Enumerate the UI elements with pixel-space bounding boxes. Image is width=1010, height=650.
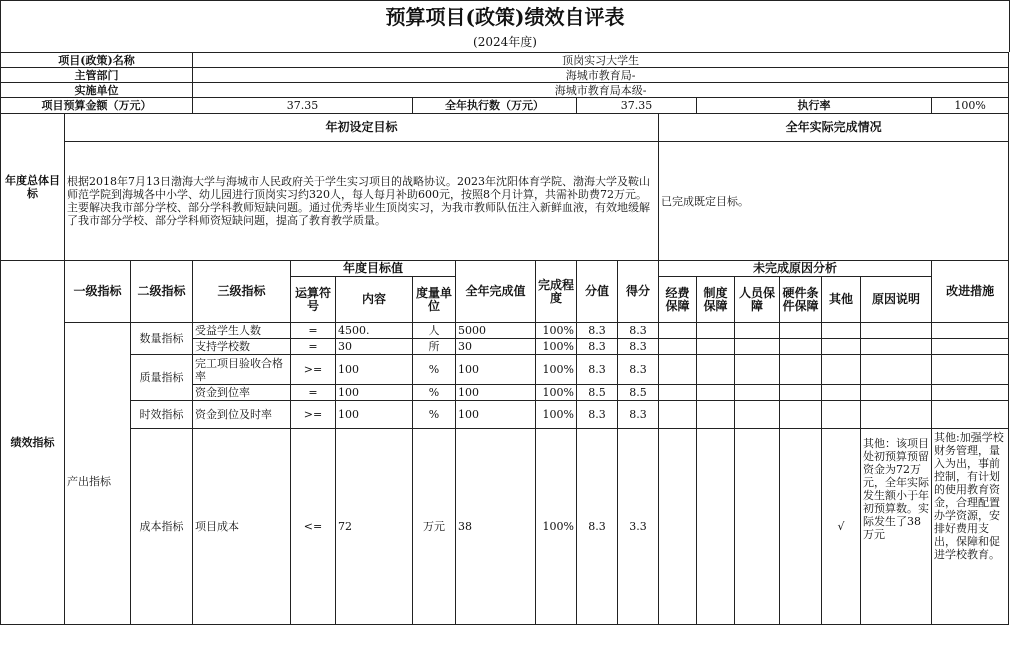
empty-cell xyxy=(861,385,932,401)
group-quality: 质量指标 xyxy=(131,355,193,401)
empty-cell xyxy=(932,401,1009,429)
empty-cell xyxy=(780,355,822,385)
empty-cell xyxy=(780,339,822,355)
indicator-name: 受益学生人数 xyxy=(193,323,291,339)
indicator-name: 完工项目验收合格率 xyxy=(193,355,291,385)
indicator-name: 资金到位率 xyxy=(193,385,291,401)
empty-cell xyxy=(932,385,1009,401)
budget-label: 项目预算金额（万元） xyxy=(1,98,193,114)
col-reason-system: 制度保障 xyxy=(697,277,735,323)
group-quantity: 数量指标 xyxy=(131,323,193,355)
rate-value: 100% xyxy=(932,98,1009,114)
improve-measure-text: 其他:加强学校财务管理，量入为出，事前控制，有计划的使用教育资金，合理配置办学资源，安排好费用支出，保障和促进学校教育。 xyxy=(932,429,1009,625)
indicator-degree: 100% xyxy=(536,355,577,385)
indicator-done: 100 xyxy=(456,401,536,429)
empty-cell xyxy=(932,339,1009,355)
group-cost: 成本指标 xyxy=(131,429,193,625)
empty-cell xyxy=(861,339,932,355)
col-improve: 改进措施 xyxy=(932,261,1009,323)
level1-output: 产出指标 xyxy=(67,475,111,488)
indicator-degree: 100% xyxy=(536,429,577,625)
budget-value: 37.35 xyxy=(193,98,413,114)
empty-cell xyxy=(735,355,780,385)
indicator-unit: 万元 xyxy=(413,429,456,625)
empty-cell xyxy=(861,323,932,339)
level1-output-cell xyxy=(65,323,131,625)
col-level2: 二级指标 xyxy=(131,261,193,323)
report-year: (2024年度) xyxy=(0,32,1010,52)
indicator-content: 100 xyxy=(336,401,413,429)
col-reason-explain: 原因说明 xyxy=(861,277,932,323)
evaluation-table xyxy=(0,52,1009,625)
empty-cell xyxy=(780,429,822,625)
initial-goal-header: 年初设定目标 xyxy=(65,114,659,142)
empty-cell xyxy=(659,355,697,385)
reason-explain-text: 其他：该项目处初预算预留资金为72万元，全年实际发生额小于年初预算数。实际发生了38万元 xyxy=(861,429,932,625)
empty-cell xyxy=(822,355,861,385)
indicator-op: = xyxy=(291,339,336,355)
empty-cell xyxy=(697,429,735,625)
col-score-value: 分值 xyxy=(577,261,618,323)
perf-indicator-label: 绩效指标 xyxy=(1,261,65,625)
project-name-label: 项目(政策)名称 xyxy=(1,53,193,68)
empty-cell xyxy=(659,401,697,429)
indicator-unit: % xyxy=(413,401,456,429)
indicator-score: 3.3 xyxy=(618,429,659,625)
indicator-op: <= xyxy=(291,429,336,625)
indicator-score: 8.3 xyxy=(618,323,659,339)
table-row xyxy=(1,401,1009,429)
indicator-name: 支持学校数 xyxy=(193,339,291,355)
indicator-score: 8.3 xyxy=(618,355,659,385)
actual-result-header: 全年实际完成情况 xyxy=(659,114,1009,142)
initial-goal-text: 根据2018年7月13日渤海大学与海城市人民政府关于学生实习项目的战略协议。2023年沈阳体育学院、渤海大学及鞍山师范学院到海城各中小学、幼儿园进行顶岗实习约320人，每人每月补助600元，按照8个月计算，共需补助费72万元。主要解决我市部分学校、部分学科教师短缺问题。通过优秀毕业生顶岗实习，为我市教师队伍注入新鲜血液，有效地缓解了我市部分学校、部分学科师资短缺问题，提高了教育教学质量。 xyxy=(65,142,659,261)
indicator-value: 8.3 xyxy=(577,323,618,339)
indicator-degree: 100% xyxy=(536,323,577,339)
empty-cell xyxy=(735,401,780,429)
col-done-value: 全年完成值 xyxy=(456,261,536,323)
col-unit: 度量单位 xyxy=(413,277,456,323)
rate-label: 执行率 xyxy=(697,98,932,114)
table-row xyxy=(1,323,1009,339)
indicator-op: = xyxy=(291,323,336,339)
indicator-done: 5000 xyxy=(456,323,536,339)
empty-cell xyxy=(735,429,780,625)
indicator-score: 8.3 xyxy=(618,339,659,355)
col-annual-target: 年度目标值 xyxy=(291,261,456,277)
indicator-content: 4500. xyxy=(336,323,413,339)
exec-label: 全年执行数（万元） xyxy=(413,98,577,114)
empty-cell xyxy=(822,401,861,429)
empty-cell xyxy=(659,339,697,355)
empty-cell xyxy=(822,385,861,401)
indicator-unit: 所 xyxy=(413,339,456,355)
col-content: 内容 xyxy=(336,277,413,323)
page-title: 预算项目(政策)绩效自评表 xyxy=(0,0,1010,32)
col-level3: 三级指标 xyxy=(193,261,291,323)
indicator-done: 30 xyxy=(456,339,536,355)
indicator-done: 100 xyxy=(456,385,536,401)
indicator-done: 100 xyxy=(456,355,536,385)
empty-cell xyxy=(932,355,1009,385)
empty-cell xyxy=(735,339,780,355)
empty-cell xyxy=(697,323,735,339)
col-reasons: 未完成原因分析 xyxy=(659,261,932,277)
group-timeliness: 时效指标 xyxy=(131,401,193,429)
col-operator: 运算符号 xyxy=(291,277,336,323)
indicator-value: 8.5 xyxy=(577,385,618,401)
col-score: 得分 xyxy=(618,261,659,323)
empty-cell xyxy=(659,385,697,401)
indicator-op: >= xyxy=(291,401,336,429)
empty-cell xyxy=(697,401,735,429)
indicator-value: 8.3 xyxy=(577,401,618,429)
indicator-content: 72 xyxy=(336,429,413,625)
other-reason-check: √ xyxy=(822,429,861,625)
indicator-degree: 100% xyxy=(536,385,577,401)
indicator-content: 100 xyxy=(336,385,413,401)
col-reason-other: 其他 xyxy=(822,277,861,323)
annual-goal-label: 年度总体目标 xyxy=(1,114,65,261)
table-row xyxy=(1,429,1009,625)
indicator-unit: % xyxy=(413,355,456,385)
empty-cell xyxy=(780,385,822,401)
empty-cell xyxy=(659,429,697,625)
indicator-content: 100 xyxy=(336,355,413,385)
empty-cell xyxy=(659,323,697,339)
empty-cell xyxy=(932,323,1009,339)
empty-cell xyxy=(697,339,735,355)
indicator-degree: 100% xyxy=(536,401,577,429)
col-reason-funding: 经费保障 xyxy=(659,277,697,323)
indicator-value: 8.3 xyxy=(577,339,618,355)
indicator-score: 8.3 xyxy=(618,401,659,429)
empty-cell xyxy=(822,323,861,339)
dept-label: 主管部门 xyxy=(1,68,193,83)
unit-value: 海城市教育局本级- xyxy=(193,83,1009,98)
indicator-value: 8.3 xyxy=(577,429,618,625)
indicator-value: 8.3 xyxy=(577,355,618,385)
col-done-degree: 完成程度 xyxy=(536,261,577,323)
actual-result-text: 已完成既定目标。 xyxy=(659,142,1009,261)
empty-cell xyxy=(780,401,822,429)
indicator-unit: % xyxy=(413,385,456,401)
project-name-value: 顶岗实习大学生 xyxy=(193,53,1009,68)
col-reason-hardware: 硬件条件保障 xyxy=(780,277,822,323)
empty-cell xyxy=(780,323,822,339)
dept-value: 海城市教育局- xyxy=(193,68,1009,83)
empty-cell xyxy=(735,323,780,339)
indicator-score: 8.5 xyxy=(618,385,659,401)
empty-cell xyxy=(697,355,735,385)
empty-cell xyxy=(697,385,735,401)
indicator-op: = xyxy=(291,385,336,401)
indicator-name: 资金到位及时率 xyxy=(193,401,291,429)
col-level1: 一级指标 xyxy=(65,261,131,323)
indicator-done: 38 xyxy=(456,429,536,625)
indicator-op: >= xyxy=(291,355,336,385)
indicator-degree: 100% xyxy=(536,339,577,355)
indicator-content: 30 xyxy=(336,339,413,355)
empty-cell xyxy=(822,339,861,355)
table-row xyxy=(1,355,1009,385)
empty-cell xyxy=(861,355,932,385)
empty-cell xyxy=(861,401,932,429)
empty-cell xyxy=(735,385,780,401)
col-reason-staff: 人员保障 xyxy=(735,277,780,323)
indicator-name: 项目成本 xyxy=(193,429,291,625)
unit-label: 实施单位 xyxy=(1,83,193,98)
exec-value: 37.35 xyxy=(577,98,697,114)
indicator-unit: 人 xyxy=(413,323,456,339)
